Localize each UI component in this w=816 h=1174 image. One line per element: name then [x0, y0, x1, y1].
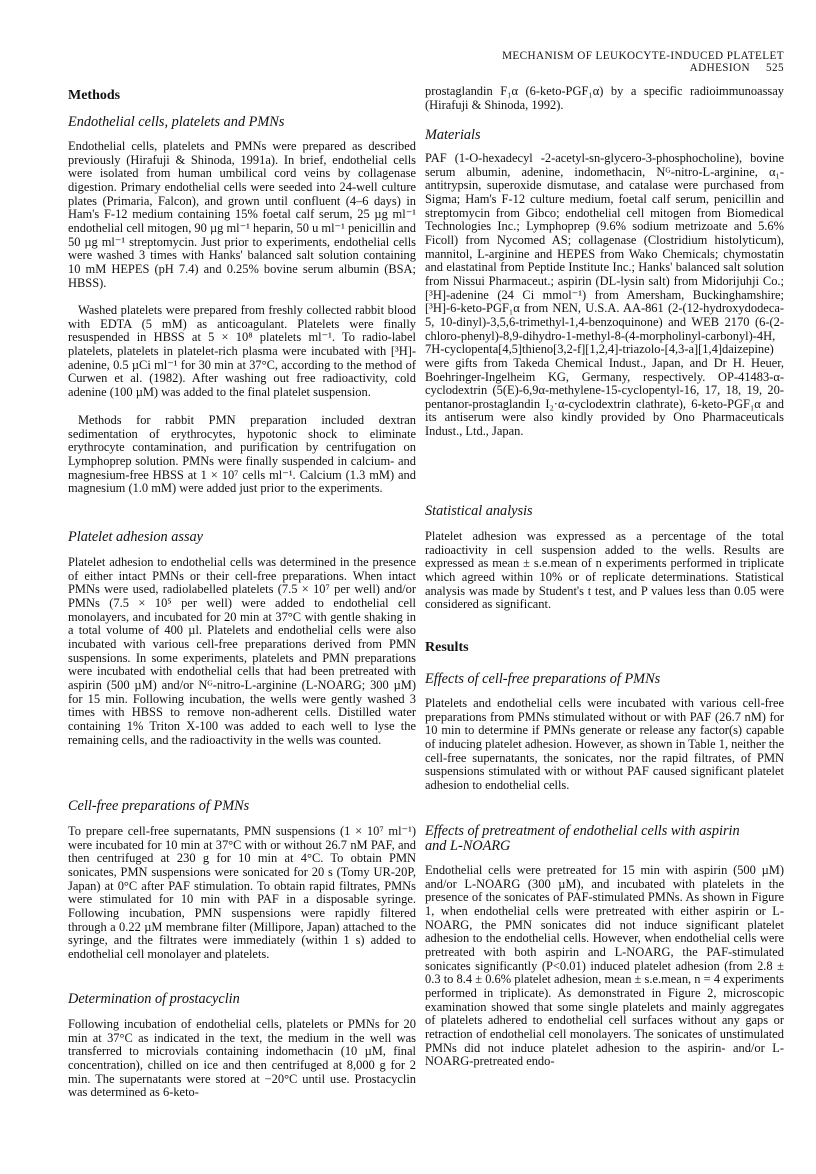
methods-heading: Methods	[68, 88, 121, 103]
materials-paragraph: PAF (1-O-hexadecyl -2-acetyl-sn-glycero-3-phosphocholine), bovine serum albumin, adenine, indomethacin, Nᴳ-nitro-L-arginine, α₁-antitrypsin, superoxide dismutase, and catalase were purchased from Sigma; Ham's F-12 culture medium, foetal calf serum, penicillin and streptomycin from Gibco; endothelial cell mitogen from Biomedical Technologies Inc.; Lymphoprep (9.6% sodium metrizoate and 5.6% Ficoll) from Nycomed AS; collagenase (Clostridium histolyticum), mannitol, L-arginine and HEPES from Wako Chemicals; chymostatin and elastatinal from Peptide Institute Inc.; Hanks' balanced salt solution from Nissui Pharmaceut.; aspirin (DL-lysin salt) from Midorijuhji Co.; [³H]-adenine (24 Ci mmol⁻¹) from Amersham, Buckinghamshire; [³H]-6-keto-PGF₁α from NEN, U.S.A. AA-861 (2-(12-hydroxydodeca-5, 10-dinyl)-3,5,6-trimethyl-1,4-benzoquinone) and WEB 2170 (6-(2-chloro-phenyl)-8,9-dihydro-1-methyl-8-(4-morpholinyl-carbonyl)-4H, 7H-cyclopenta[4,5]thieno[3,2-f][1,2,4]-triazolo-[4,3-a][1,4]daizepine) were gifts from Takeda Chemical Indust., Japan, and Dr H. Heuer, Boehringer-Ingelheim KG, Germany, respectively. OP-41483-α-cyclodextrin (5(E)-6,9α-methylene-15-cyclopentyl-16, 17, 18, 19, 20-pentanor-prostaglandin I₂·α-cyclodextrin clathrate), 6-keto-PGF₁α and its antiserum were also kindly provided by Ono Pharmaceuticals Indust., Ltd., Japan.	[425, 151, 784, 439]
prostacyclin-paragraph-continued: prostaglandin F₁α (6-keto-PGF₁α) by a specific radioimmunoassay (Hirafuji & Shinoda, 1992).	[425, 84, 784, 112]
statistical-analysis-heading: Statistical analysis	[425, 503, 533, 519]
cell-free-preparations-paragraph: To prepare cell-free supernatants, PMN suspensions (1 × 10⁷ ml⁻¹) were incubated for 10 min at 37°C with or without 26.7 nM PAF, and then centrifuged at 230 g for 10 min at 4°C. To obtain PMN sonicates, PMN suspensions were sonicated for 20 s (Tomy UR-20P, Japan) at 0°C after PAF stimulation. To obtain rapid filtrates, PMNs were stimulated for 10 min with PAF in a disposable syringe. Following incubation, PMN suspensions were rapidly filtered through a 0.22 µM membrane filter (Millipore, Japan) attached to the syringe, and the filtrates were immediately (within 1 s) added to endothelial cell monolayer and platelets.	[68, 824, 416, 961]
running-header	[425, 50, 784, 74]
statistical-analysis-paragraph: Platelet adhesion was expressed as a percentage of the total radioactivity in cell suspension added to the wells. Results are expressed as mean ± s.e.mean of n experiments performed in triplicate which agreed within 10% or of replicate determinations. Statistical analysis was made by Student's t test, and P values less than 0.05 were considered as significant.	[425, 529, 784, 612]
cell-free-preparations-heading: Cell-free preparations of PMNs	[68, 798, 250, 814]
cell-free-effects-paragraph: Platelets and endothelial cells were incubated with various cell-free preparations from PMNs stimulated without or with PAF (26.7 nM) for 10 min to determine if PMNs generate or release any factor(s) capable of inducing platelet adhesion. However, as shown in Table 1, neither the cell-free supernatants, the sonicates, nor the rapid filtrates, of PMN suspensions stimulated with or without PAF caused significant platelet adhesion to endothelial cells.	[425, 696, 784, 792]
platelet-adhesion-assay-paragraph: Platelet adhesion to endothelial cells was determined in the presence of either intact PMNs or their cell-free preparations. When intact PMNs were used, radiolabelled platelets (7.5 × 10⁷ per well) and/or PMNs (7.5 × 10⁵ per well) were added to endothelial cell monolayers, and incubated for 20 min at 37°C with gentle shaking in a total volume of 400 µl. Platelets and endothelial cells were also incubated with various cell-free preparations derived from PMN suspensions. In some experiments, platelets and PMN preparations were incubated with endothelial cells that had been pretreated with aspirin (500 µM) and/or Nᴳ-nitro-L-arginine (L-NOARG; 300 µM) for 15 min. Following incubation, the wells were gently washed 3 times with HBSS to remove non-adherent cells. Distilled water containing 1% Triton X-100 was added to each well to lyse the remaining cells, and the radioactivity in the wells was counted.	[68, 555, 416, 747]
running-title: MECHANISM OF LEUKOCYTE-INDUCED PLATELET ADHESION	[502, 50, 784, 74]
endothelial-cells-paragraph-1: Endothelial cells, platelets and PMNs were prepared as described previously (Hirafuji & Shinoda, 1991a). In brief, endothelial cells were isolated from human umbilical cord veins by collagenase digestion. Primary endothelial cells were seeded into 24-well culture plates (Primaria, Falcon), and grown until confluent (4–6 days) in Ham's F-12 medium containing 15% foetal calf serum, 25 µg ml⁻¹ endothelial cell mitogen, 90 µg ml⁻¹ heparin, 50 u ml⁻¹ penicillin and 50 µg ml⁻¹ streptomycin. Just prior to experiments, endothelial cells were washed 3 times with Hanks' balanced salt solution containing 10 mM HEPES (pH 7.4) and 0.25% bovine serum albumin (BSA; HBSS).	[68, 139, 416, 290]
endothelial-cells-paragraph-3: Methods for rabbit PMN preparation included dextran sedimentation of erythrocytes, hypotonic shock to eliminate erythrocyte contamination, and purification by centrifugation on Lymphoprep solution. PMNs were finally suspended in calcium- and magnesium-free HBSS at 1 × 10⁷ cells ml⁻¹. Calcium (1.3 mM) and magnesium (1.0 mM) were added just prior to the experiments.	[68, 413, 416, 496]
prostacyclin-heading: Determination of prostacyclin	[68, 991, 240, 1007]
endothelial-cells-paragraph-2: Washed platelets were prepared from freshly collected rabbit blood with EDTA (5 mM) as anticoagulant. Platelets were finally resuspended in HBSS at 5 × 10⁸ platelets ml⁻¹. To radio-label platelets, platelets in platelet-rich plasma were incubated with [³H]-adenine, 0.5 µCi ml⁻¹ for 30 min at 37°C, according to the method of Curwen et al. (1982). After washing out free radioactivity, cold adenine (100 µM) was added to the final platelet suspension.	[68, 303, 416, 399]
platelet-adhesion-assay-heading: Platelet adhesion assay	[68, 529, 204, 545]
results-heading: Results	[425, 640, 469, 655]
materials-heading: Materials	[425, 127, 481, 143]
pretreatment-paragraph: Endothelial cells were pretreated for 15 min with aspirin (500 µM) and/or L-NOARG (300 µM), and incubated with platelets in the presence of the sonicates of PAF-stimulated PMNs. As shown in Figure 1, when endothelial cells were pretreated with either aspirin or L-NOARG, the PMN sonicates did not induce significant platelet adhesion to the endothelial cells. However, when endothelial cells were pretreated with both aspirin and L-NOARG, the PAF-stimulated sonicates significantly (P<0.01) induced platelet adhesion (from 2.8 ± 0.3 to 8.4 ± 0.6% platelet adhesion, mean ± s.e.mean, n = 4 experiments performed in triplicate). As demonstrated in Figure 2, microscopic examination showed that some single platelets and mainly aggregates of platelets adhered to endothelial cell surfaces without any gaps or retraction of endothelial cell monolayers. The sonicates of unstimulated PMNs did not induce platelet adhesion to the aspirin- and/or L-NOARG-pretreated endo-	[425, 863, 784, 1069]
page-number: 525	[766, 62, 784, 74]
cell-free-effects-heading: Effects of cell-free preparations of PMNs	[425, 671, 661, 687]
prostacyclin-paragraph: Following incubation of endothelial cells, platelets or PMNs for 20 min at 37°C as indicated in the text, the medium in the well was transferred to microvials containing indomethacin (10 µM, final concentration), chilled on ice and then centrifuged at 8,000 g for 2 min. The supernatants were stored at −20°C until use. Prostacyclin was determined as 6-keto-	[68, 1017, 416, 1100]
pretreatment-heading: Effects of pretreatment of endothelial cells with aspirin and L-NOARG	[425, 823, 740, 854]
endothelial-cells-heading: Endothelial cells, platelets and PMNs	[68, 114, 285, 130]
